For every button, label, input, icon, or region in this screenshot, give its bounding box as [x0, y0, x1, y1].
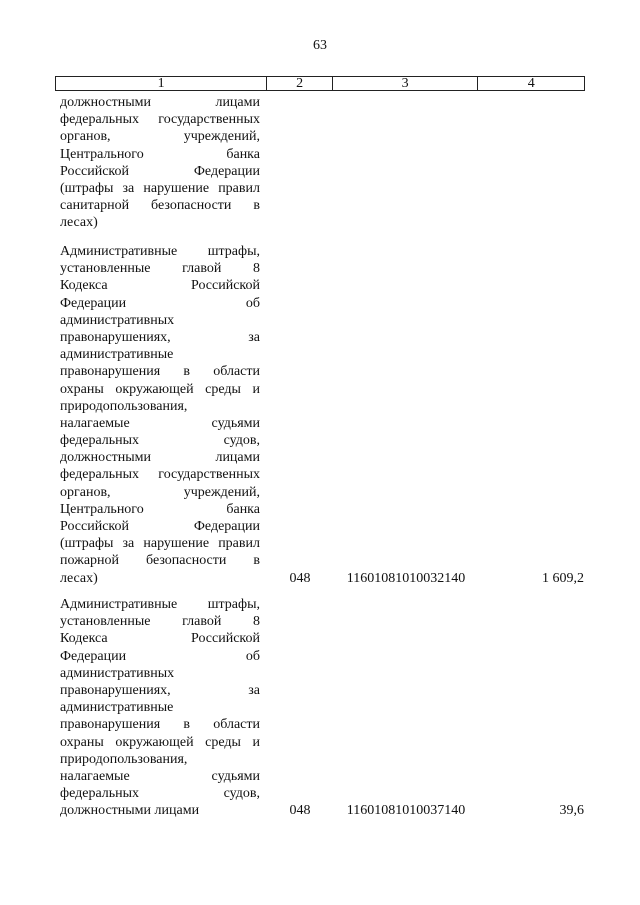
row-description: [60, 596, 260, 819]
description-line: административные: [60, 347, 174, 363]
description-line: Российской Федерации: [60, 519, 260, 534]
description-line: налагаемые судьями: [60, 415, 260, 431]
description-line: правонарушениях, за: [60, 682, 260, 698]
header-col-1: 1: [56, 77, 267, 90]
description-line: Центрального банка: [60, 146, 260, 162]
description-line: установленные главой 8: [60, 261, 260, 277]
description-line: Кодекса Российской: [60, 278, 260, 294]
page-number: 63: [313, 38, 327, 53]
row-description: [60, 243, 260, 587]
row-code: 048: [289, 570, 311, 586]
description-line: федеральных судов,: [60, 433, 260, 449]
description-line: правонарушения в области: [60, 364, 260, 380]
description-line: правонарушениях, за: [60, 329, 260, 345]
description-line: Федерации об: [60, 295, 260, 311]
description-line: Федерации об: [60, 648, 260, 664]
description-line: федеральных судов,: [60, 786, 260, 802]
description-line: административные: [60, 700, 174, 716]
description-line: природопользования,: [60, 751, 188, 767]
description-line: налагаемые судьями: [60, 768, 260, 784]
description-line: установленные главой 8: [60, 614, 260, 630]
description-line: Кодекса Российской: [60, 631, 260, 647]
description-line: Административные штрафы,: [60, 244, 260, 259]
description-line: административных: [60, 312, 175, 328]
description-line: органов, учреждений,: [60, 484, 260, 500]
description-line: природопользования,: [60, 398, 188, 414]
description-line: пожарной безопасности в: [60, 553, 260, 569]
row-description: [60, 94, 260, 232]
row-code: 048: [289, 803, 311, 819]
description-line: органов, учреждений,: [60, 129, 260, 145]
description-line: охраны окружающей среды и: [60, 381, 260, 397]
description-line: Российской Федерации: [60, 163, 260, 179]
header-col-2: 2: [267, 77, 333, 90]
description-line: федеральных государственных: [60, 467, 260, 483]
description-line: Центрального банка: [60, 501, 260, 517]
description-line: (штрафы за нарушение правил: [60, 180, 260, 196]
header-col-3: 3: [333, 77, 478, 90]
description-line: охраны окружающей среды и: [60, 734, 260, 750]
description-line: (штрафы за нарушение правил: [60, 536, 260, 552]
row-amount: 39,6: [559, 803, 584, 819]
description-line: должностными лицами: [60, 450, 260, 466]
description-line: правонарушения в области: [60, 717, 260, 733]
description-line: должностными лицами: [60, 803, 200, 819]
description-line: должностными лицами: [60, 95, 260, 110]
row-kbk: 11601081010037140: [346, 803, 466, 819]
header-col-4: 4: [527, 76, 535, 91]
description-line: санитарной безопасности в: [60, 198, 260, 214]
description-line: федеральных государственных: [60, 112, 260, 128]
description-line: Административные штрафы,: [60, 597, 260, 612]
table-header: [55, 76, 585, 91]
description-line: лесах): [60, 215, 98, 231]
row-amount: 1 609,2: [542, 570, 584, 586]
description-line: лесах): [60, 570, 98, 586]
row-kbk: 11601081010032140: [346, 570, 466, 586]
description-line: административных: [60, 665, 175, 681]
